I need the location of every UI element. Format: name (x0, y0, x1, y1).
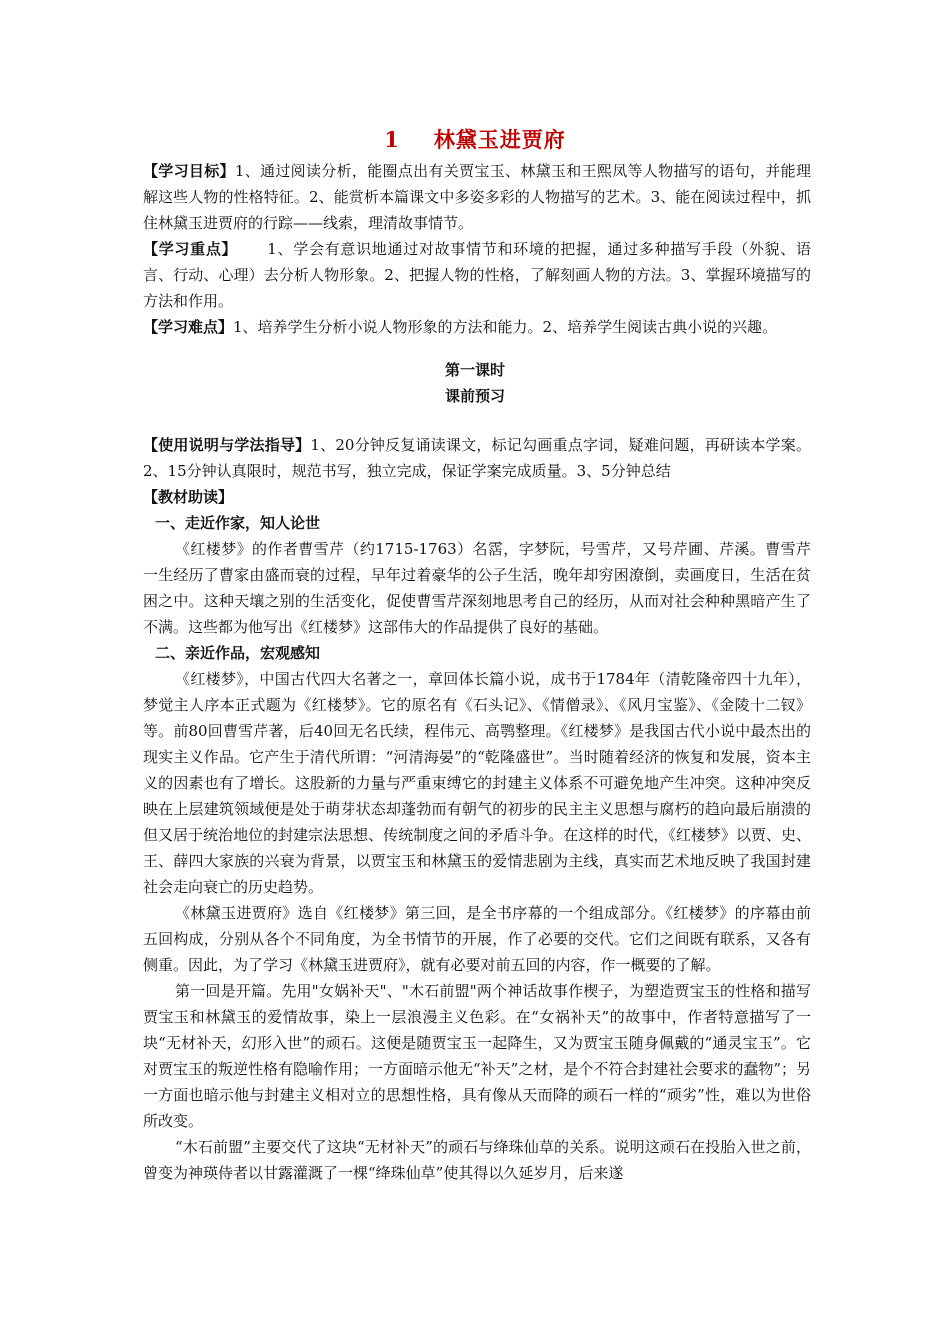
objectives-label: 【学习目标】 (143, 162, 235, 180)
paragraph-author: 《红楼梦》的作者曹雪芹（约1715-1763）名霑，字梦阮，号雪芹，又号芹圃、芹溪。曹雪芹一生经历了曹家由盛而衰的过程，早年过着豪华的公子生活，晚年却穷困潦倒，卖画度日，生活在贫困之中。这种天壤之别的生活变化，促使曹雪芹深刻地思考自己的经历，从而对社会种种黑暗产生了不满。这些都为他写出《红楼梦》这部伟大的作品提供了良好的基础。 (143, 540, 811, 636)
difficulties-paragraph (143, 314, 811, 340)
paragraph-chapter-three: 《林黛玉进贾府》选自《红楼梦》第三回，是全书序幕的一个组成部分。《红楼梦》的序幕由前五回构成，分别从各个不同角度，为全书情节的开展，作了必要的交代。它们之间既有联系，又各有侧重。因此，为了学习《林黛玉进贾府》，就有必要对前五回的内容，作一概要的了解。 (143, 904, 811, 974)
instructions-label: 【使用说明与学法指导】 (143, 436, 311, 454)
reading-aid-label: 【教材助读】 (143, 488, 234, 506)
paragraph-wood-stone: “木石前盟”主要交代了这块“无材补天”的顽石与绛珠仙草的关系。说明这顽石在投胎入世之前，曾变为神瑛侍者以甘露灌溉了一棵“绛珠仙草”使其得以久延岁月，后来遂 (143, 1138, 811, 1182)
paragraph-chapter-one: 第一回是开篇。先用"女娲补天"、"木石前盟"两个神话故事作楔子，为塑造贾宝玉的性格和描写贾宝玉和林黛玉的爱情故事，染上一层浪漫主义色彩。在“女祸补天”的故事中，作者特意描写了一块“无材补天，幻形入世”的顽石。这便是随贾宝玉一起降生，又为贾宝玉随身佩戴的“通灵宝玉”。它对贾宝玉的叛逆性格有隐喻作用；一方面暗示他无“补天”之材，是个不符合封建社会要求的蠢物”；另一方面也暗示他与封建主义相对立的思想性格，具有像从天而降的顽石一样的“顽劣”性，难以为世俗所改变。 (143, 982, 812, 1130)
paragraph-work: 《红楼梦》，中国古代四大名著之一，章回体长篇小说，成书于1784年（清乾隆帝四十九年），梦觉主人序本正式题为《红楼梦》。它的原名有《石头记》、《情僧录》、《风月宝鉴》、《金陵十二钗》等。前80回曹雪芹著，后40回无名氏续，程伟元、高鹗整理。《红楼梦》是我国古代小说中最杰出的现实主义作品。它产生于清代所谓：“河清海晏”的“乾隆盛世”。当时随着经济的恢复和发展，资本主义的因素也有了增长。这股新的力量与严重束缚它的封建主义体系不可避免地产生冲突。这种冲突反映在上层建筑领域便是处于萌芽状态却蓬勃而有朝气的初步的民主主义思想与腐朽的趋向最后崩溃的但又居于统治地位的封建宗法思想、传统制度之间的矛盾斗争。在这样的时代，《红楼梦》以贾、史、王、薛四大家族的兴衰为背景，以贾宝玉和林黛玉的爱情悲剧为主线，真实而艺术地反映了我国封建社会走向衰亡的历史趋势。 (143, 670, 811, 896)
lesson-heading: 第一课时 (444, 361, 505, 379)
page-title (0, 124, 950, 154)
heading-work: 二、亲近作品，宏观感知 (155, 644, 321, 662)
objectives-paragraph (143, 158, 811, 236)
instructions-text: 1、20分钟反复诵读课文，标记勾画重点字词，疑难问题，再研读本学案。2、15分钟认真限时，规范书写，独立完成，保证学案完成质量。3、5分钟总结 (143, 436, 811, 480)
key-points-paragraph (143, 236, 811, 314)
title-text: 林黛玉进贾府 (433, 127, 566, 152)
objectives-section (143, 158, 811, 340)
key-points-text: 1、学会有意识地通过对故事情节和环境的把握，通过多种描写手段（外貌、语言、行动、心理）去分析人物形象。2、把握人物的性格，了解刻画人物的方法。3、掌握环境描写的方法和作用。 (143, 240, 811, 310)
title-number: 1 (384, 127, 400, 152)
preview-heading: 课前预习 (444, 387, 505, 405)
difficulties-text: 1、培养学生分析小说人物形象的方法和能力。2、培养学生阅读古典小说的兴趣。 (233, 318, 778, 336)
key-points-label: 【学习重点】 (143, 240, 238, 258)
heading-author: 一、走近作家，知人论世 (155, 514, 321, 532)
difficulties-label: 【学习难点】 (143, 318, 234, 336)
objectives-text: 1、通过阅读分析，能圈点出有关贾宝玉、林黛玉和王熙凤等人物描写的语句，并能理解这些人物的性格特征。2、能赏析本篇课文中多姿多彩的人物描写的艺术。3、能在阅读过程中，抓住林黛玉进贾府的行踪——线索，理清故事情节。 (143, 162, 811, 232)
instructions-paragraph (143, 432, 811, 484)
reading-section (143, 432, 811, 1186)
